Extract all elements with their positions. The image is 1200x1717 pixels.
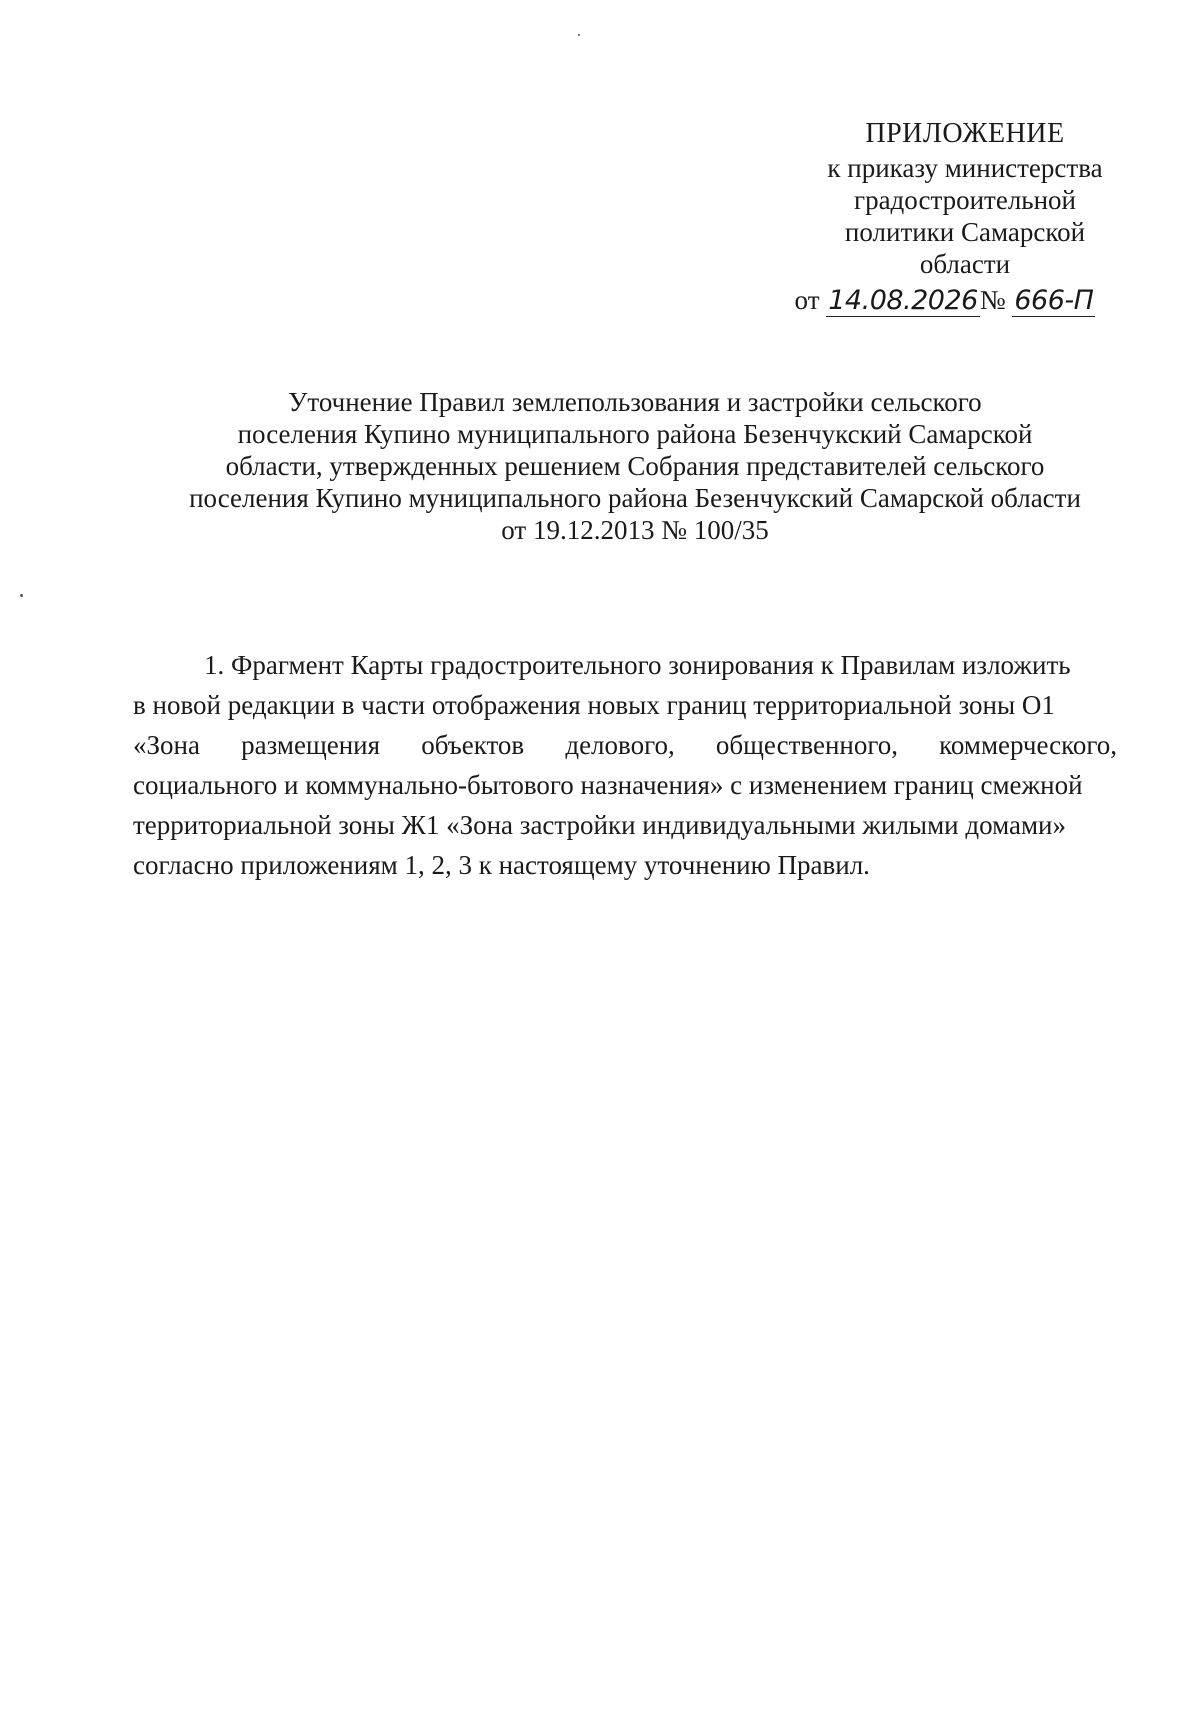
paragraph-line: в новой редакции в части отображения новых границ территориальной зоны О1: [133, 690, 1055, 720]
body-paragraph: [133, 645, 1117, 885]
appendix-line: градостроительной: [854, 185, 1076, 215]
appendix-block: [794, 118, 1130, 317]
heading-line: поселения Купино муниципального района Безенчукский Самарской области: [189, 483, 1081, 513]
appendix-title: ПРИЛОЖЕНИЕ: [865, 118, 1065, 149]
handwritten-date: 14.08.2026: [828, 285, 978, 316]
heading-line: Уточнение Правил землепользования и застройки сельского: [288, 387, 982, 417]
heading-line: от 19.12.2013 № 100/35: [501, 515, 769, 545]
appendix-line: политики Самарской: [844, 217, 1086, 247]
paragraph-line: 1. Фрагмент Карты градостроительного зонирования к Правилам изложить: [204, 650, 1071, 680]
document-heading: [150, 386, 1120, 546]
appendix-line: к приказу министерства: [827, 153, 1103, 183]
paragraph-line: социального и коммунально-бытового назначения» с изменением границ смежной: [133, 770, 1083, 800]
appendix-line: области: [919, 249, 1011, 279]
heading-line: поселения Купино муниципального района Безенчукский Самарской: [237, 419, 1033, 449]
handwritten-number: 666-П: [1014, 285, 1094, 316]
paragraph-line: согласно приложениям 1, 2, 3 к настоящему уточнению Правил.: [133, 850, 870, 880]
paragraph-line: территориальной зоны Ж1 «Зона застройки индивидуальными жилыми домами»: [133, 810, 1067, 840]
heading-line: области, утвержденных решением Собрания представителей сельского: [225, 451, 1045, 481]
paragraph-line: «Зона размещения объектов делового, общественного, коммерческого,: [133, 730, 1117, 760]
scan-speck: [578, 34, 580, 36]
number-sign: №: [979, 285, 1006, 315]
scan-speck: [20, 594, 23, 597]
date-prefix: от: [794, 285, 820, 315]
order-reference: [780, 284, 1110, 317]
